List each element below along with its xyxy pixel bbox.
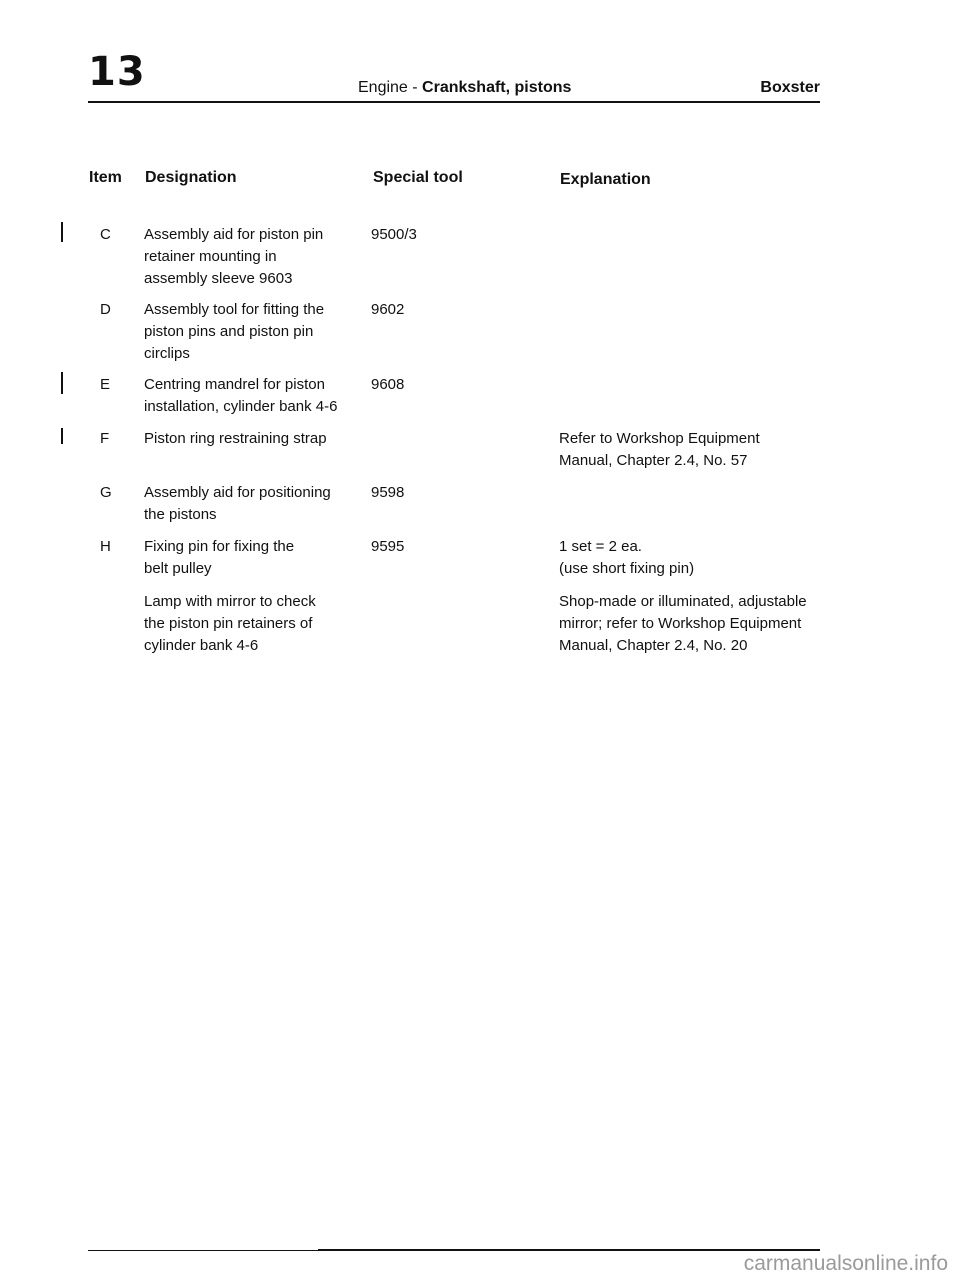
header-rule — [88, 101, 820, 103]
designation-line: Centring mandrel for piston — [144, 376, 325, 393]
item-letter: D — [100, 301, 111, 318]
special-tool-number: 9500/3 — [371, 226, 417, 243]
designation-line: the pistons — [144, 506, 217, 523]
designation — [144, 591, 354, 657]
designation-line: Assembly aid for positioning — [144, 484, 331, 501]
change-bar — [61, 222, 63, 242]
designation — [144, 374, 354, 418]
designation-line: piston pins and piston pin — [144, 323, 314, 340]
item-letter: F — [100, 430, 110, 447]
page-title-main: Crankshaft, pistons — [422, 79, 572, 96]
special-tool-number: 9595 — [371, 538, 405, 555]
column-header-explanation: Explanation — [560, 171, 651, 188]
column-header-special-tool: Special tool — [373, 169, 463, 186]
designation-line: assembly sleeve 9603 — [144, 270, 293, 287]
designation-line: the piston pin retainers of — [144, 615, 313, 632]
item-letter: E — [100, 376, 111, 393]
designation-line: retainer mounting in — [144, 248, 277, 265]
special-tool-number: 9598 — [371, 484, 405, 501]
designation — [144, 536, 354, 580]
item-letter: H — [100, 538, 111, 555]
designation — [144, 428, 354, 450]
explanation — [559, 591, 829, 657]
designation-line: circlips — [144, 345, 190, 362]
page-title — [358, 80, 571, 96]
change-bar — [61, 372, 63, 394]
explanation — [559, 428, 829, 472]
designation-line: installation, cylinder bank 4-6 — [144, 398, 338, 415]
footer-rule-thick — [318, 1249, 820, 1251]
explanation-line: (use short fixing pin) — [559, 560, 695, 577]
explanation-line: Manual, Chapter 2.4, No. 57 — [559, 452, 748, 469]
explanation-line: 1 set = 2 ea. — [559, 538, 642, 555]
chapter-number: 13 — [88, 49, 146, 95]
explanation — [559, 536, 829, 580]
item-letter: G — [100, 484, 112, 501]
explanation-line: Refer to Workshop Equipment — [559, 430, 760, 447]
designation — [144, 299, 354, 365]
explanation-line: Manual, Chapter 2.4, No. 20 — [559, 637, 748, 654]
watermark: carmanualsonline.info — [743, 1252, 948, 1275]
change-bar — [61, 428, 63, 444]
column-header-designation: Designation — [145, 169, 237, 186]
designation-line: Piston ring restraining strap — [144, 430, 327, 447]
special-tool-number: 9608 — [371, 376, 405, 393]
explanation-line: mirror; refer to Workshop Equipment — [559, 615, 802, 632]
page-title-prefix: Engine - — [358, 79, 423, 96]
designation — [144, 482, 354, 526]
designation-line: Assembly aid for piston pin — [144, 226, 324, 243]
designation — [144, 224, 354, 290]
designation-line: cylinder bank 4-6 — [144, 637, 259, 654]
column-header-item: Item — [89, 169, 122, 186]
designation-line: Assembly tool for fitting the — [144, 301, 325, 318]
designation-line: Fixing pin for fixing the — [144, 538, 295, 555]
explanation-line: Shop-made or illuminated, adjustable — [559, 593, 807, 610]
item-letter: C — [100, 226, 111, 243]
model-name: Boxster — [760, 79, 820, 96]
designation-line: belt pulley — [144, 560, 212, 577]
special-tool-number: 9602 — [371, 301, 405, 318]
designation-line: Lamp with mirror to check — [144, 593, 316, 610]
